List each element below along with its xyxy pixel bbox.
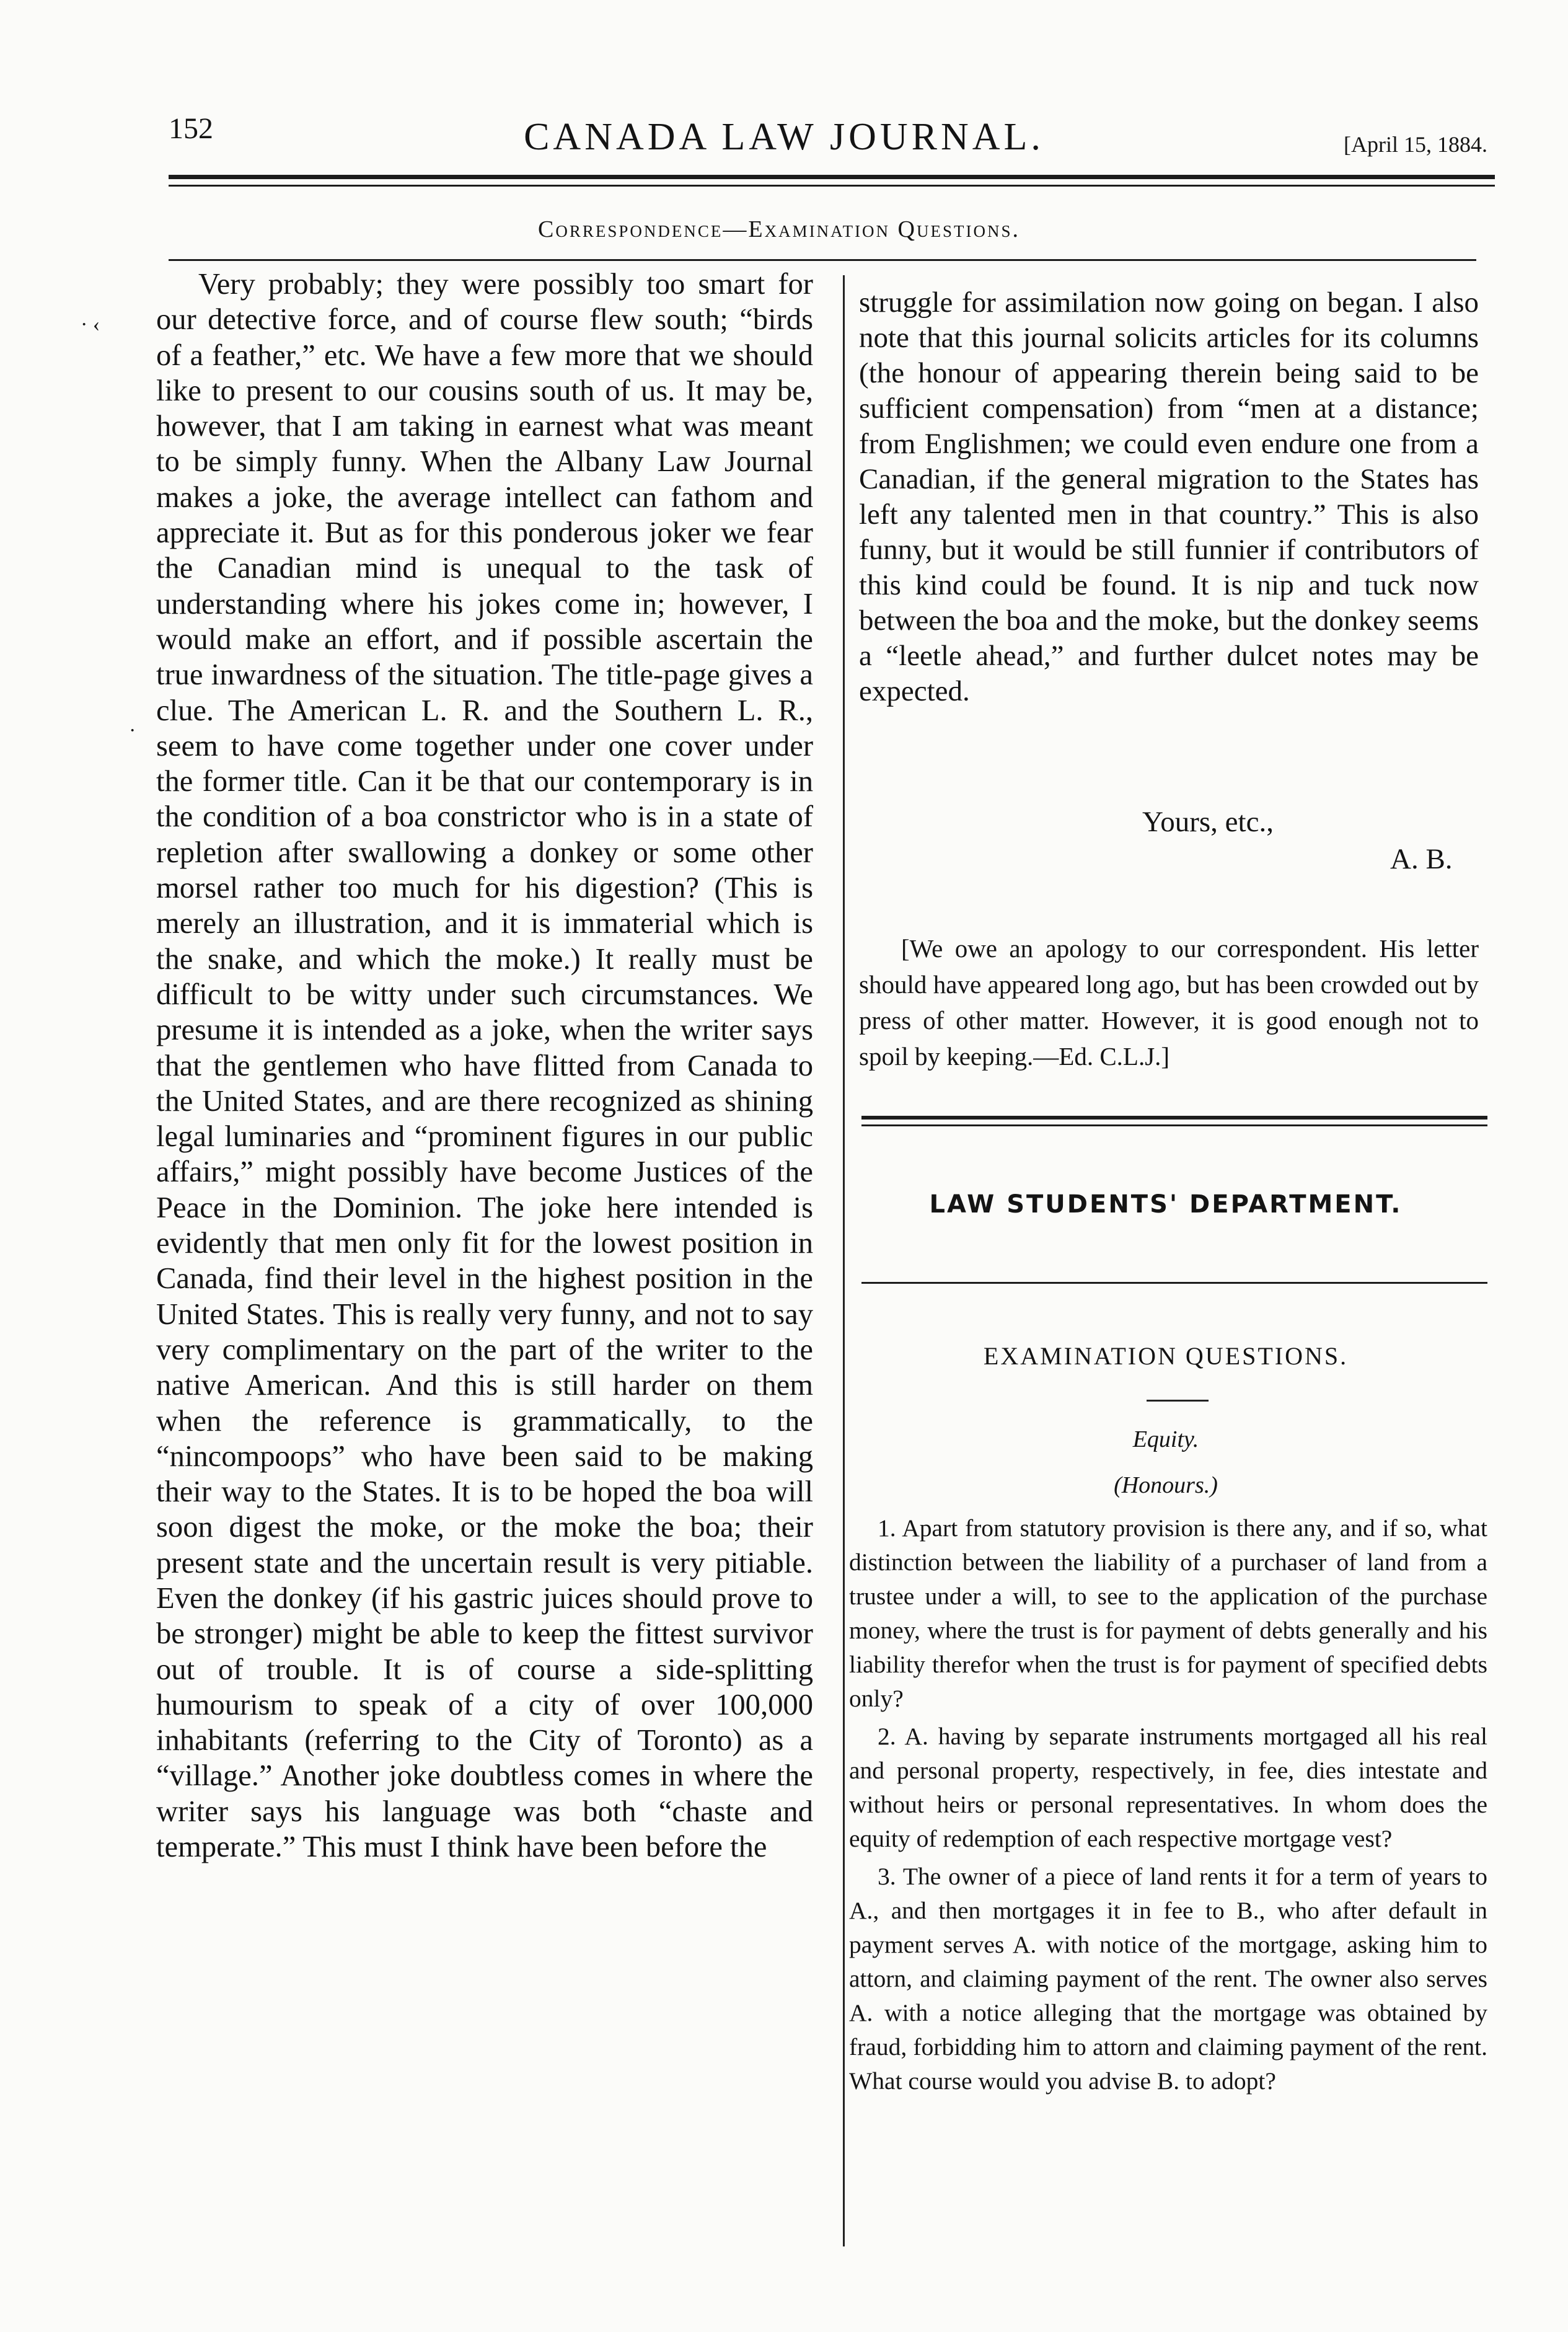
editor-note-text: [We owe an apology to our correspondent. His letter should have appeared long ago, but has been crowded out by press of other matter. However, it is good enough not to spoil by keeping.—Ed. C.L.J.]	[859, 934, 1479, 1071]
column-divider	[843, 275, 845, 2246]
journal-title: CANADA LAW JOURNAL.	[524, 116, 1044, 158]
header-rule-thin	[169, 185, 1495, 187]
margin-mark: ·	[129, 719, 136, 742]
letter-left-column	[156, 267, 813, 1865]
question-3: 3. The owner of a piece of land rents it for a term of years to A., and then mortgages it in fee to B., who after default in payment serves A. with notice of the mortgage, asking him to attorn, and claiming payment of the rent. The owner also serves A. with a notice alleging that the mortgage was obtained by fraud, forbidding him to attorn and claiming payment of the rent. What course would you advise B. to adopt?	[849, 1863, 1487, 2095]
question-1: 1. Apart from statutory provision is there any, and if so, what distinction between the liability of a purchaser of land from a trustee under a will, to see to the application of the purchase money, where the trust is for payment of debts generally and his liability therefor when the trust is for payment of specified debts only?	[849, 1514, 1487, 1712]
department-rule-thin	[861, 1124, 1487, 1126]
question-2: 2. A. having by separate instruments mortgaged all his real and personal property, respectively, in fee, dies intestate and without heirs or personal representatives. In whom does the equity of redemption of each respective mortgage vest?	[849, 1723, 1487, 1852]
level-heading	[859, 1472, 1473, 1499]
editor-note	[859, 905, 1479, 1100]
margin-mark: · ‹	[81, 313, 100, 336]
department-rule-thick	[861, 1116, 1487, 1120]
letter-signature: A. B.	[1390, 843, 1453, 875]
issue-date: [April 15, 1884.	[1344, 132, 1487, 157]
letter-closing: Yours, etc.,	[1142, 806, 1274, 838]
page-number: 152	[169, 112, 213, 145]
letter-paragraph: Very probably; they were possibly too smart for our detective force, and of course flew south; “birds of a feather,” etc. We have a few more that we should like to present to our cousins south of us. It may be, however, that I am taking in earnest what was meant to be simply funny. When the Albany Law Journal makes a joke, the average intellect can fathom and appreciate it. But as for this ponderous joker we fear the Canadian mind is unequal to the task of understanding where his jokes come in; however, I would make an effort, and if possible ascertain the true inwardness of the situation. The title-page gives a clue. The American L. R. and the Southern L. R., seem to have come together under one cover under the former title. Can it be that our contemporary is in the condition of a boa constrictor who is in a state of repletion after swallowing a donkey or some other morsel rather too much for his digestion? (This is merely an illustration, and it is immaterial which is the snake, and which the moke.) It really must be difficult to be witty under such circumstances. We presume it is intended as a joke, when the writer says that the gentlemen who have flitted from Canada to the United States, and are there recognized as shining legal luminaries and “prominent figures in our public affairs,” might possibly have become Justices of the Peace in the Dominion. The joke here intended is evidently that men only fit for the lowest position in Canada, find their level in the highest position in the United States. This is really very funny, and not to say very complimentary on the part of the writer to the native American. And this is still harder on them when the reference is grammatically, to the “nincompoops” who have been said to be making their way to the States. It is to be hoped the boa will soon digest the moke, or the moke the boa; their present state and the uncertain result is very pitiable. Even the donkey (if his gastric juices should prove to be stronger) might be able to keep the fittest survivor out of trouble. It is of course a side-splitting humourism to speak of a city of over 100,000 inhabitants (referring to the City of Toronto) as a “village.” Another joke doubtless comes in where the writer says his language was both “chaste and temperate.” This must I think have been before the	[156, 267, 813, 1864]
section-header: Correspondence—Examination Questions.	[537, 216, 1020, 242]
department-heading-rule	[861, 1282, 1487, 1284]
letter-closing-block	[860, 803, 1468, 878]
level-heading-text: (Honours.)	[1114, 1472, 1218, 1498]
exam-heading-rule	[1147, 1400, 1209, 1402]
header-rule-thick	[169, 175, 1495, 179]
subject-heading: Equity.	[1132, 1426, 1199, 1452]
exam-heading: EXAMINATION QUESTIONS.	[983, 1342, 1349, 1370]
department-heading: LAW STUDENTS' DEPARTMENT.	[929, 1190, 1403, 1219]
section-rule	[169, 259, 1476, 261]
letter-right-column	[859, 285, 1479, 709]
letter-continuation: struggle for assimilation now going on began. I also note that this journal solicits articles for its columns (the honour of appearing therein being said to be sufficient compensation) from “men at a distance; from Englishmen; we could even endure one from a Canadian, if the general migration to the States has left any talented men in that country.” This is also funny, but it would be still funnier if contributors of this kind could be found. It is nip and tuck now between the boa and the moke, but the donkey seems a “leetle ahead,” and further dulcet notes may be expected.	[859, 286, 1479, 707]
exam-questions	[849, 1511, 1487, 2102]
